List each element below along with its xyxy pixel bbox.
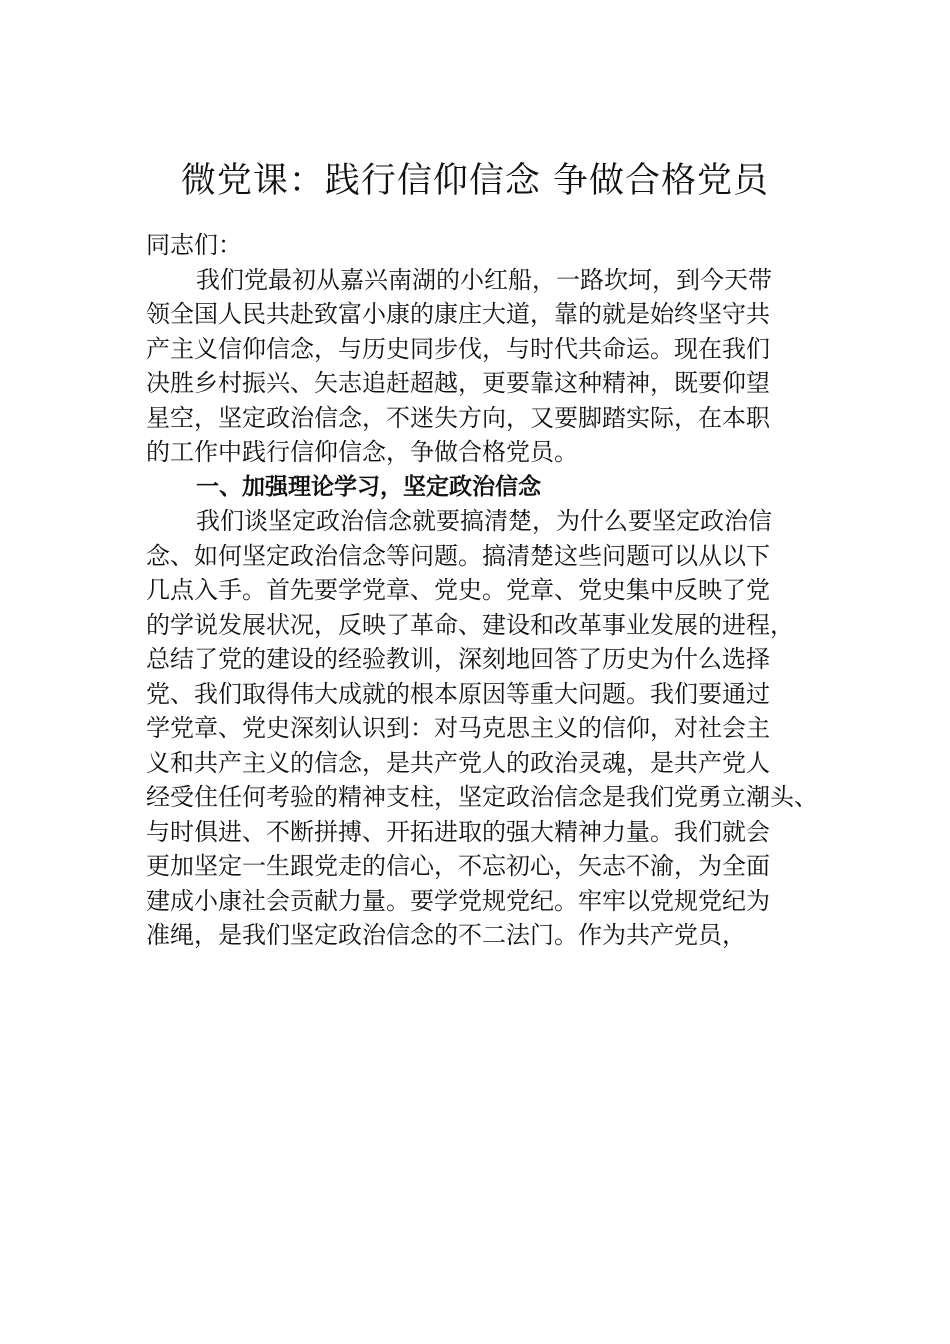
section-line: 更加坚定一生跟党走的信心，不忘初心，矢志不渝，为全面: [146, 852, 770, 880]
intro-line: 领全国人民共赴致富小康的康庄大道，靠的就是始终坚守共: [146, 300, 770, 328]
intro-line: 我们党最初从嘉兴南湖的小红船，一路坎坷，到今天带: [196, 265, 772, 294]
section-line: 总结了党的建设的经验教训，深刻地回答了历史为什么选择: [146, 645, 770, 673]
greeting: 同志们：: [146, 231, 242, 259]
section-line: 我们谈坚定政治信念就要搞清楚，为什么要坚定政治信: [196, 507, 772, 535]
section-line: 建成小康社会贡献力量。要学党规党纪。牢牢以党规党纪为: [146, 886, 770, 915]
section-line: 学党章、党史深刻认识到：对马克思主义的信仰，对社会主: [146, 714, 770, 742]
section-heading: 一、加强理论学习，坚定政治信念: [196, 473, 541, 500]
intro-line: 产主义信仰信念，与历史同步伐，与时代共命运。现在我们: [146, 334, 770, 363]
intro-line: 决胜乡村振兴、矢志追赶超越，更要靠这种精神，既要仰望: [146, 369, 770, 397]
intro-line: 星空，坚定政治信念，不迷失方向，又要脚踏实际，在本职: [146, 403, 770, 432]
document-title: 微党课：践行信仰信念 争做合格党员: [180, 161, 770, 201]
section-line: 与时俱进、不断拼搏、开拓进取的强大精神力量。我们就会: [146, 817, 770, 846]
intro-paragraph: [146, 263, 846, 470]
section-line: 经受住任何考验的精神支柱，坚定政治信念是我们党勇立潮头、: [146, 783, 818, 811]
section-line: 念、如何坚定政治信念等问题。搞清楚这些问题可以从以下: [146, 541, 770, 570]
section-line: 党、我们取得伟大成就的根本原因等重大问题。我们要通过: [146, 679, 770, 708]
section-line: 准绳，是我们坚定政治信念的不二法门。作为共产党员，: [146, 921, 746, 949]
section-line: 义和共产主义的信念，是共产党人的政治灵魂，是共产党人: [146, 748, 770, 777]
intro-line: 的工作中践行信仰信念，争做合格党员。: [146, 438, 578, 466]
document-body: [146, 228, 846, 953]
section-line: 几点入手。首先要学党章、党史。党章、党史集中反映了党: [146, 576, 770, 604]
section-line: 的学说发展状况，反映了革命、建设和改革事业发展的进程，: [146, 610, 794, 639]
section-paragraph: [146, 504, 846, 953]
